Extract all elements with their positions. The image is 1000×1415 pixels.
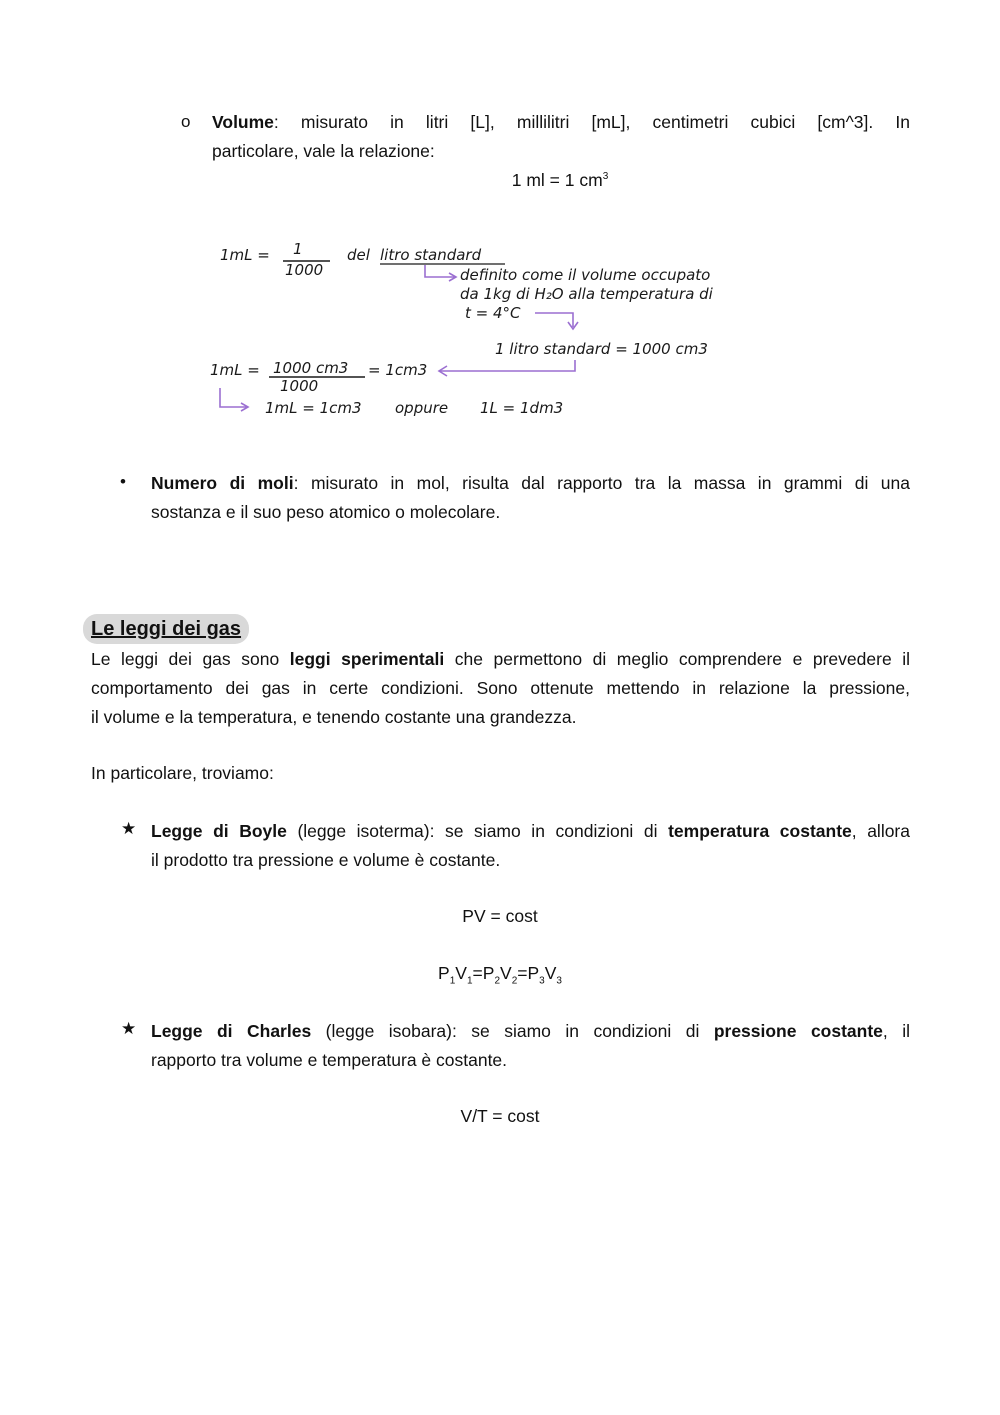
volume-relation: 1 ml = 1 $cm^3$ — [511, 170, 609, 190]
charles-paragraph: Legge di Charles (legge isobara): se siamo in condizioni di pressione costante, il rapporto tra volume e temperatura è costante. — [151, 1021, 910, 1070]
bullet-marker: • — [120, 472, 126, 491]
boyle-paragraph: Legge di Boyle (legge isoterma): se siamo in condizioni di temperatura costante, allora il prodotto tra pressione e volume è costante. — [151, 821, 910, 870]
svg-text:litro standard: litro standard — [380, 246, 482, 264]
star-bullet-icon: ★ — [121, 1019, 137, 1038]
svg-text:1mL =: 1mL = — [220, 246, 270, 264]
svg-text:1000: 1000 — [280, 377, 319, 395]
intro-paragraph: Le leggi dei gas sono leggi sperimentali che permettono di meglio comprendere e prevedere il comportamento dei gas in certe condizioni. Sono ottenute mettendo in relazione la pressione, il volume e la temperatura, e tenendo costante una grandezza. — [91, 649, 911, 727]
moli-paragraph: Numero di moli: misurato in mol, risulta dal rapporto tra la massa in grammi di una sostanza e il suo peso atomico o molecolare. — [151, 473, 911, 522]
boyle-formula-1: PV = cost — [462, 906, 538, 926]
star-bullet-icon: ★ — [121, 819, 137, 838]
svg-text:1: 1 — [293, 240, 303, 258]
svg-text:1mL =: 1mL = — [210, 361, 260, 379]
intro-paragraph-2: In particolare, troviamo: — [91, 763, 274, 783]
sub-bullet-marker: o — [181, 112, 191, 131]
volume-paragraph: Volume: misurato in litri [L], millilitri [mL], centimetri cubici [cm^3]. In particolare, vale la relazione: — [212, 112, 910, 161]
svg-text:da 1kg di H₂O alla temperatura: da 1kg di H₂O alla temperatura di — [460, 285, 713, 303]
svg-text:definito come il volume occupa: definito come il volume occupato — [460, 266, 711, 284]
handwritten-notes-image — [205, 235, 815, 430]
svg-text:= 1cm3: = 1cm3 — [368, 361, 428, 379]
svg-text:del: del — [347, 246, 370, 264]
moli-term: Numero di moli — [151, 473, 294, 493]
volume-term: Volume — [212, 112, 274, 132]
svg-text:t = 4°C: t = 4°C — [465, 304, 521, 322]
svg-text:1L = 1dm3: 1L = 1dm3 — [480, 399, 564, 417]
svg-text:oppure: oppure — [395, 399, 449, 417]
svg-text:1 litro standard = 1000 cm3: 1 litro standard = 1000 cm3 — [495, 340, 708, 358]
section-heading: Le leggi dei gas — [83, 614, 249, 644]
svg-text:1000: 1000 — [285, 261, 324, 279]
boyle-formula-2: $P_1V_1=P_2V_2=P_3V_3$ — [438, 963, 562, 987]
svg-text:1mL = 1cm3: 1mL = 1cm3 — [265, 399, 362, 417]
charles-formula: V/T = cost — [460, 1106, 540, 1126]
svg-text:1000 cm3: 1000 cm3 — [273, 359, 349, 377]
